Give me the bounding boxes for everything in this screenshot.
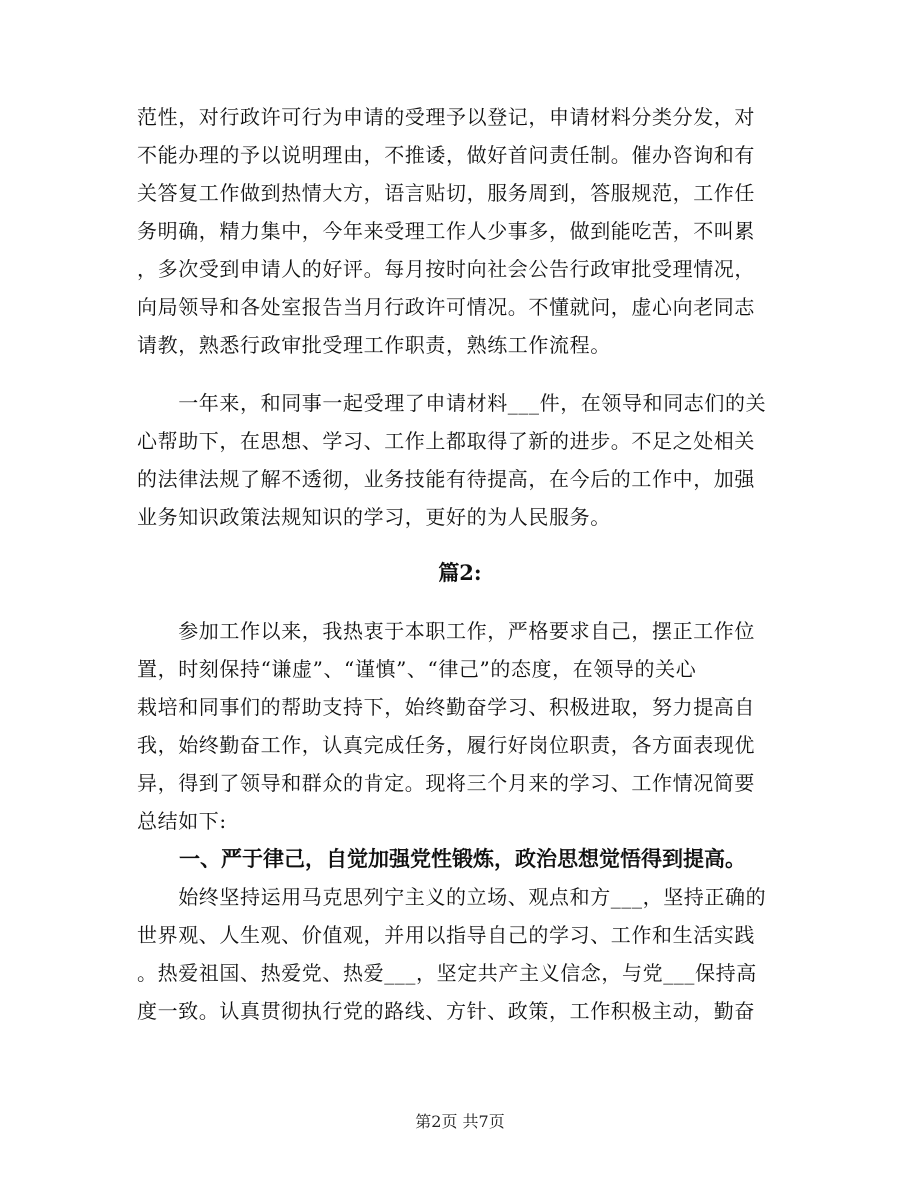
text-line: 不能办理的予以说明理由，不推诿，做好首问责任制。催办咨询和有: [137, 143, 755, 167]
page-number: 第2页 共7页: [415, 1112, 505, 1131]
subsection-heading: 一、严于律己，自觉加强党性锻炼，政治思想觉悟得到提高。: [137, 846, 746, 871]
text-line: 的法律法规了解不透彻，业务技能有待提高，在今后的工作中，加强: [137, 467, 755, 491]
text-line: 参加工作以来，我热衷于本职工作，严格要求自己，摆正工作位: [137, 619, 755, 643]
text-line: 置，时刻保持“谦虚”、“谨慎”、“律己”的态度，在领导的关心: [137, 657, 697, 681]
text-line: 范性，对行政许可行为申请的受理予以登记，申请材料分类分发，对: [137, 105, 755, 129]
text-line: 一年来，和同事一起受理了申请材料___件，在领导和同志们的关: [137, 391, 767, 415]
section-heading: 篇2:: [438, 560, 482, 585]
text-line: 务明确，精力集中，今年来受理工作人少事多，做到能吃苦，不叫累: [137, 219, 755, 243]
text-line: 度一致。认真贯彻执行党的路线、方针、政策，工作积极主动，勤奋: [137, 999, 755, 1023]
text-line: 异，得到了领导和群众的肯定。现将三个月来的学习、工作情况简要: [137, 771, 755, 795]
text-line: 我，始终勤奋工作，认真完成任务，履行好岗位职责，各方面表现优: [137, 733, 755, 757]
text-line: 心帮助下，在思想、学习、工作上都取得了新的进步。不足之处相关: [137, 429, 755, 453]
text-line: 世界观、人生观、价值观，并用以指导自己的学习、工作和生活实践: [137, 923, 755, 947]
text-line: 总结如下:: [137, 809, 227, 833]
text-line: 请教，熟悉行政审批受理工作职责，熟练工作流程。: [137, 333, 611, 357]
text-line: 。热爱祖国、热爱党、热爱___，坚定共产主义信念，与党___保持高: [137, 961, 757, 985]
text-line: 始终坚持运用马克思列宁主义的立场、观点和方___，坚持正确的: [137, 885, 767, 909]
text-line: 业务知识政策法规知识的学习，更好的为人民服务。: [137, 505, 611, 529]
text-line: 关答复工作做到热情大方，语言贴切，服务周到，答服规范，工作任: [137, 181, 755, 205]
text-line: 向局领导和各处室报告当月行政许可情况。不懂就问，虚心向老同志: [137, 295, 755, 319]
text-line: ，多次受到申请人的好评。每月按时向社会公告行政审批受理情况，: [137, 257, 755, 281]
text-line: 栽培和同事们的帮助支持下，始终勤奋学习、积极进取，努力提高自: [137, 695, 755, 719]
